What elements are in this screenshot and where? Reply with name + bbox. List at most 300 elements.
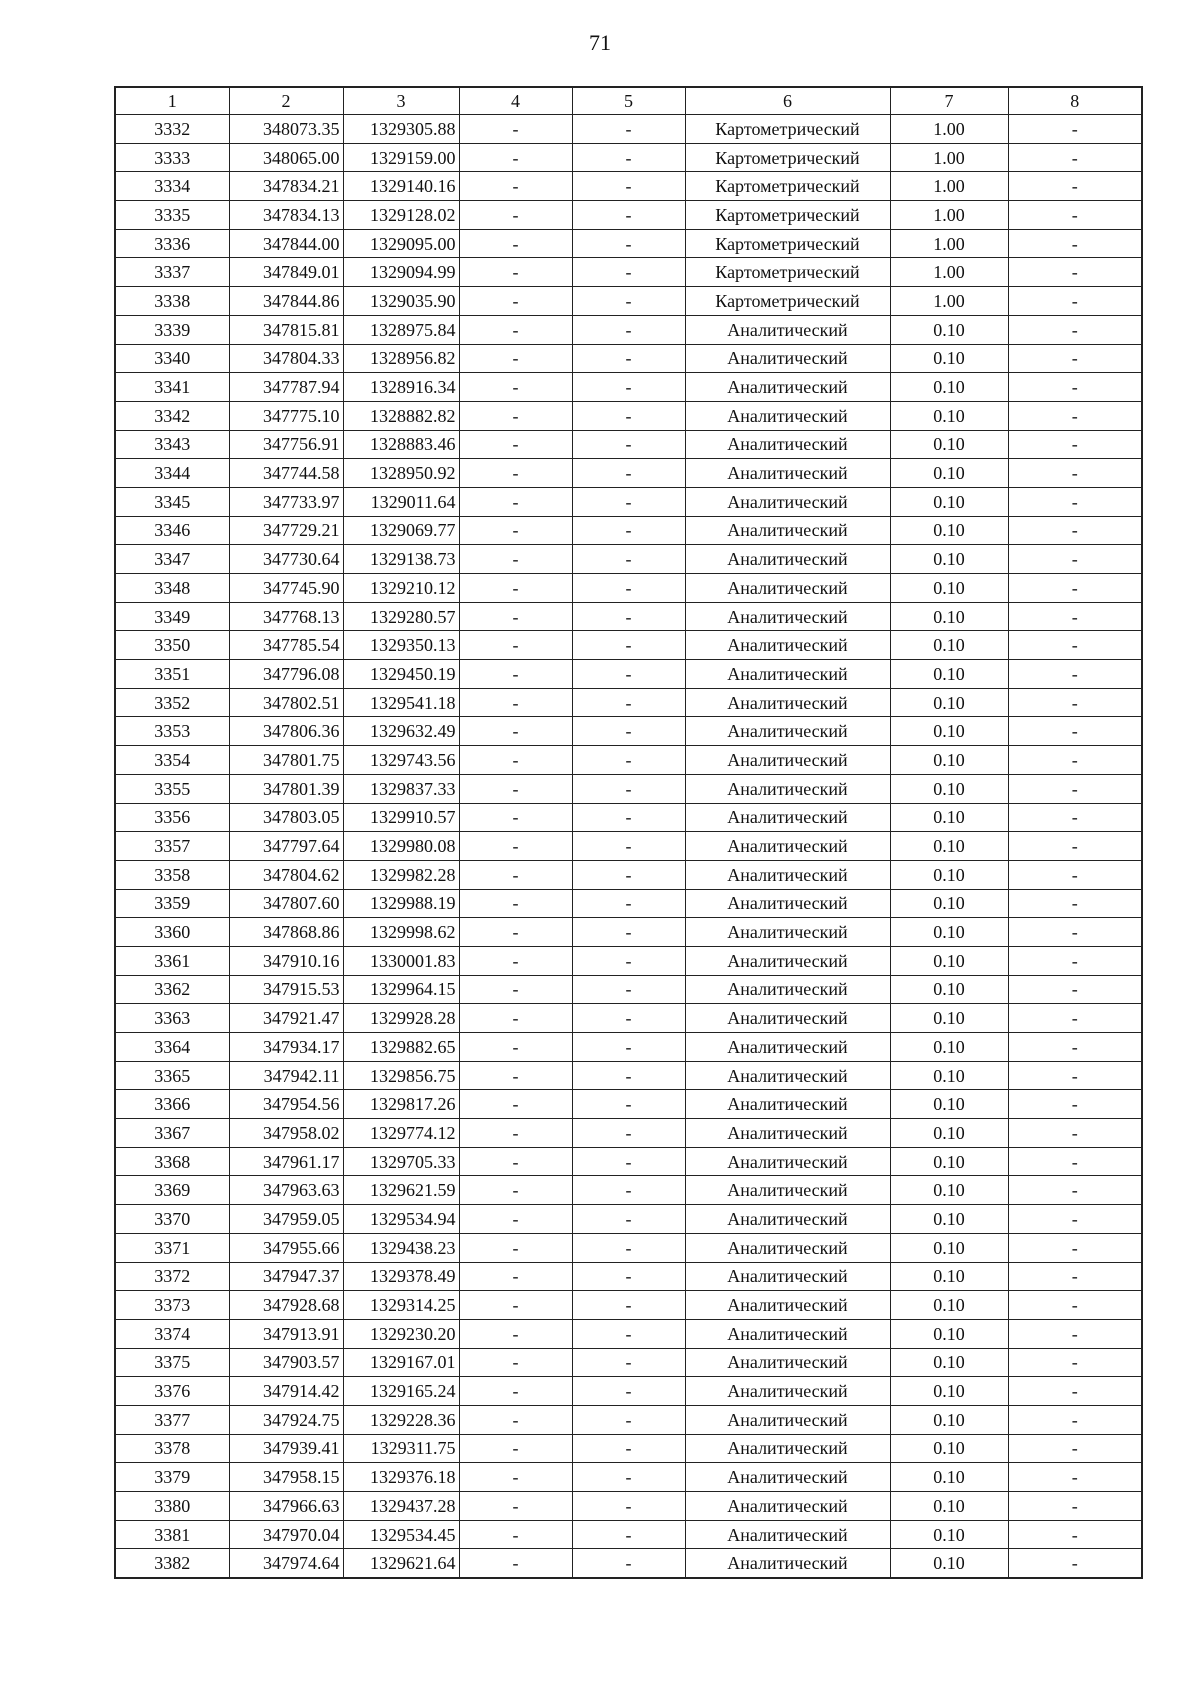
table-cell: 1329541.18	[343, 688, 459, 717]
table-cell: Аналитический	[685, 946, 890, 975]
table-row	[115, 143, 1142, 172]
table-cell: -	[459, 717, 572, 746]
table-row	[115, 1004, 1142, 1033]
table-cell: 3357	[115, 832, 229, 861]
table-cell: 3332	[115, 115, 229, 144]
table-cell: 0.10	[890, 1004, 1008, 1033]
table-cell: 3375	[115, 1348, 229, 1377]
table-cell: -	[1008, 803, 1142, 832]
table-cell: Аналитический	[685, 717, 890, 746]
table-cell: 0.10	[890, 1119, 1008, 1148]
table-cell: -	[572, 315, 685, 344]
table-cell: 1328883.46	[343, 430, 459, 459]
table-cell: -	[459, 889, 572, 918]
table-cell: 0.10	[890, 889, 1008, 918]
table-row	[115, 1405, 1142, 1434]
table-cell: -	[1008, 1119, 1142, 1148]
table-cell: 3382	[115, 1549, 229, 1578]
table-cell: 1329928.28	[343, 1004, 459, 1033]
table-cell: 0.10	[890, 946, 1008, 975]
table-cell: -	[459, 201, 572, 230]
table-cell: 3370	[115, 1205, 229, 1234]
table-cell: -	[459, 344, 572, 373]
table-cell: -	[459, 287, 572, 316]
table-cell: 1329982.28	[343, 860, 459, 889]
table-cell: Картометрический	[685, 143, 890, 172]
table-cell: Аналитический	[685, 1176, 890, 1205]
table-cell: 0.10	[890, 574, 1008, 603]
table-cell: 0.10	[890, 430, 1008, 459]
table-cell: -	[1008, 172, 1142, 201]
table-cell: -	[1008, 344, 1142, 373]
table-cell: Аналитический	[685, 746, 890, 775]
table-cell: Аналитический	[685, 344, 890, 373]
table-cell: 1329378.49	[343, 1262, 459, 1291]
table-cell: 347815.81	[229, 315, 343, 344]
table-cell: 347834.21	[229, 172, 343, 201]
table-cell: 3341	[115, 373, 229, 402]
table-cell: Аналитический	[685, 602, 890, 631]
table-cell: 347775.10	[229, 401, 343, 430]
table-cell: 0.10	[890, 803, 1008, 832]
table-cell: -	[1008, 1033, 1142, 1062]
table-cell: 3378	[115, 1434, 229, 1463]
table-cell: 348065.00	[229, 143, 343, 172]
table-cell: 347796.08	[229, 660, 343, 689]
table-cell: 347974.64	[229, 1549, 343, 1578]
table-cell: Аналитический	[685, 1434, 890, 1463]
table-cell: 1329210.12	[343, 574, 459, 603]
table-row	[115, 1492, 1142, 1521]
table-cell: 1329138.73	[343, 545, 459, 574]
table-cell: 3350	[115, 631, 229, 660]
table-cell: Аналитический	[685, 889, 890, 918]
table-cell: -	[572, 1434, 685, 1463]
table-cell: Аналитический	[685, 774, 890, 803]
table-cell: -	[459, 1147, 572, 1176]
table-cell: Аналитический	[685, 1262, 890, 1291]
table-cell: -	[1008, 1147, 1142, 1176]
table-cell: -	[1008, 487, 1142, 516]
table-cell: -	[459, 1520, 572, 1549]
table-cell: Аналитический	[685, 1291, 890, 1320]
table-cell: 347733.97	[229, 487, 343, 516]
table-cell: 1329314.25	[343, 1291, 459, 1320]
table-cell: -	[572, 660, 685, 689]
table-cell: Аналитический	[685, 1319, 890, 1348]
table-cell: Аналитический	[685, 660, 890, 689]
column-header: 8	[1008, 87, 1142, 115]
table-cell: -	[459, 1434, 572, 1463]
table-row	[115, 201, 1142, 230]
table-cell: 3335	[115, 201, 229, 230]
table-cell: 3338	[115, 287, 229, 316]
table-cell: -	[572, 1233, 685, 1262]
table-cell: 347801.75	[229, 746, 343, 775]
table-cell: 3343	[115, 430, 229, 459]
table-cell: 1.00	[890, 143, 1008, 172]
table-cell: -	[572, 115, 685, 144]
table-cell: 0.10	[890, 746, 1008, 775]
table-cell: Аналитический	[685, 1033, 890, 1062]
table-cell: 0.10	[890, 1176, 1008, 1205]
table-cell: 347954.56	[229, 1090, 343, 1119]
table-cell: -	[459, 258, 572, 287]
table-cell: 1.00	[890, 172, 1008, 201]
table-cell: -	[459, 746, 572, 775]
table-cell: Аналитический	[685, 688, 890, 717]
table-cell: 1.00	[890, 287, 1008, 316]
table-cell: -	[459, 1176, 572, 1205]
table-cell: 1329632.49	[343, 717, 459, 746]
table-cell: 3379	[115, 1463, 229, 1492]
table-cell: -	[459, 946, 572, 975]
table-cell: -	[572, 1520, 685, 1549]
table-cell: -	[1008, 774, 1142, 803]
table-cell: 1.00	[890, 229, 1008, 258]
table-cell: -	[1008, 1405, 1142, 1434]
table-cell: 347963.63	[229, 1176, 343, 1205]
table-row	[115, 889, 1142, 918]
table-cell: Аналитический	[685, 1004, 890, 1033]
table-cell: -	[572, 602, 685, 631]
table-cell: Аналитический	[685, 1119, 890, 1148]
table-cell: 3355	[115, 774, 229, 803]
table-cell: 347928.68	[229, 1291, 343, 1320]
table-cell: 347970.04	[229, 1520, 343, 1549]
table-cell: -	[1008, 602, 1142, 631]
table-cell: -	[459, 1262, 572, 1291]
table-cell: -	[459, 430, 572, 459]
table-cell: -	[459, 1205, 572, 1234]
table-cell: 0.10	[890, 975, 1008, 1004]
table-cell: -	[459, 487, 572, 516]
table-cell: 3334	[115, 172, 229, 201]
table-cell: -	[572, 1463, 685, 1492]
table-cell: -	[459, 1061, 572, 1090]
table-cell: 347914.42	[229, 1377, 343, 1406]
table-cell: -	[572, 574, 685, 603]
table-cell: 347797.64	[229, 832, 343, 861]
table-cell: 3365	[115, 1061, 229, 1090]
table-cell: -	[459, 1291, 572, 1320]
table-cell: 0.10	[890, 1205, 1008, 1234]
table-cell: 3342	[115, 401, 229, 430]
table-cell: -	[459, 803, 572, 832]
table-cell: -	[1008, 115, 1142, 144]
table-cell: -	[572, 860, 685, 889]
table-cell: Аналитический	[685, 545, 890, 574]
table-cell: 3377	[115, 1405, 229, 1434]
table-cell: 347934.17	[229, 1033, 343, 1062]
table-cell: Аналитический	[685, 1233, 890, 1262]
table-cell: 1329280.57	[343, 602, 459, 631]
table-cell: 1329035.90	[343, 287, 459, 316]
table-cell: Аналитический	[685, 832, 890, 861]
table-row	[115, 258, 1142, 287]
table-cell: -	[1008, 459, 1142, 488]
table-cell: -	[1008, 1004, 1142, 1033]
table-cell: -	[459, 143, 572, 172]
table-cell: 3340	[115, 344, 229, 373]
table-cell: -	[572, 746, 685, 775]
table-row	[115, 832, 1142, 861]
table-cell: 0.10	[890, 1434, 1008, 1463]
table-row	[115, 1176, 1142, 1205]
table-cell: -	[1008, 1176, 1142, 1205]
table-cell: 347947.37	[229, 1262, 343, 1291]
table-cell: -	[459, 401, 572, 430]
table-cell: -	[1008, 1520, 1142, 1549]
table-cell: 1329964.15	[343, 975, 459, 1004]
table-cell: 347804.62	[229, 860, 343, 889]
table-cell: 0.10	[890, 688, 1008, 717]
table-cell: -	[1008, 746, 1142, 775]
table-cell: -	[1008, 1549, 1142, 1578]
table-cell: Аналитический	[685, 1061, 890, 1090]
table-row	[115, 1549, 1142, 1578]
table-cell: -	[1008, 717, 1142, 746]
table-cell: -	[572, 946, 685, 975]
table-cell: -	[572, 1033, 685, 1062]
table-cell: 3337	[115, 258, 229, 287]
table-cell: 1329534.94	[343, 1205, 459, 1234]
table-cell: -	[1008, 1090, 1142, 1119]
table-cell: 1.00	[890, 115, 1008, 144]
table-cell: -	[1008, 401, 1142, 430]
table-cell: 0.10	[890, 860, 1008, 889]
table-cell: -	[572, 1119, 685, 1148]
table-cell: Картометрический	[685, 172, 890, 201]
table-cell: 1329774.12	[343, 1119, 459, 1148]
table-cell: 3361	[115, 946, 229, 975]
table-cell: 3368	[115, 1147, 229, 1176]
table-cell: 1.00	[890, 258, 1008, 287]
column-header: 1	[115, 87, 229, 115]
table-header-row	[115, 87, 1142, 115]
table-cell: -	[1008, 258, 1142, 287]
table-cell: -	[459, 1463, 572, 1492]
table-cell: -	[572, 201, 685, 230]
table-cell: 347849.01	[229, 258, 343, 287]
table-cell: 347787.94	[229, 373, 343, 402]
table-cell: 3348	[115, 574, 229, 603]
table-cell: 347834.13	[229, 201, 343, 230]
table-row	[115, 1119, 1142, 1148]
table-row	[115, 1520, 1142, 1549]
table-cell: Аналитический	[685, 516, 890, 545]
table-row	[115, 1262, 1142, 1291]
table-cell: 3353	[115, 717, 229, 746]
table-cell: 1329167.01	[343, 1348, 459, 1377]
table-cell: -	[572, 172, 685, 201]
table-cell: -	[459, 860, 572, 889]
table-cell: 1329159.00	[343, 143, 459, 172]
table-cell: 347744.58	[229, 459, 343, 488]
table-row	[115, 516, 1142, 545]
table-cell: -	[572, 688, 685, 717]
table-cell: -	[459, 774, 572, 803]
table-cell: 0.10	[890, 1319, 1008, 1348]
table-cell: 3364	[115, 1033, 229, 1062]
table-cell: 1329350.13	[343, 631, 459, 660]
table-cell: Аналитический	[685, 975, 890, 1004]
table-cell: 1329140.16	[343, 172, 459, 201]
table-cell: 3369	[115, 1176, 229, 1205]
table-row	[115, 1061, 1142, 1090]
table-cell: 0.10	[890, 1233, 1008, 1262]
table-cell: 347745.90	[229, 574, 343, 603]
table-cell: Аналитический	[685, 373, 890, 402]
table-body	[115, 115, 1142, 1579]
table-cell: 347915.53	[229, 975, 343, 1004]
table-cell: 0.10	[890, 1291, 1008, 1320]
table-cell: 1329376.18	[343, 1463, 459, 1492]
table-cell: Картометрический	[685, 229, 890, 258]
table-cell: 1329998.62	[343, 918, 459, 947]
table-cell: 0.10	[890, 315, 1008, 344]
table-cell: 347802.51	[229, 688, 343, 717]
table-cell: 0.10	[890, 631, 1008, 660]
table-cell: 0.10	[890, 1492, 1008, 1521]
table-cell: 3376	[115, 1377, 229, 1406]
table-cell: -	[1008, 889, 1142, 918]
table-cell: 3373	[115, 1291, 229, 1320]
table-cell: -	[572, 430, 685, 459]
table-cell: 1329228.36	[343, 1405, 459, 1434]
table-cell: 348073.35	[229, 115, 343, 144]
table-cell: -	[459, 1405, 572, 1434]
table-cell: 347868.86	[229, 918, 343, 947]
table-cell: 1329988.19	[343, 889, 459, 918]
table-cell: 0.10	[890, 832, 1008, 861]
table-cell: -	[1008, 946, 1142, 975]
table-cell: 1328950.92	[343, 459, 459, 488]
table-cell: -	[1008, 373, 1142, 402]
table-cell: -	[572, 1061, 685, 1090]
table-cell: -	[572, 516, 685, 545]
table-cell: 0.10	[890, 1549, 1008, 1578]
table-cell: 347921.47	[229, 1004, 343, 1033]
table-cell: -	[572, 631, 685, 660]
table-cell: -	[1008, 315, 1142, 344]
table-cell: 1329980.08	[343, 832, 459, 861]
table-cell: -	[1008, 1348, 1142, 1377]
table-cell: 3371	[115, 1233, 229, 1262]
table-cell: 0.10	[890, 1377, 1008, 1406]
table-row	[115, 1205, 1142, 1234]
table-cell: 1329230.20	[343, 1319, 459, 1348]
coordinates-table	[114, 86, 1143, 1579]
table-row	[115, 373, 1142, 402]
table-row	[115, 545, 1142, 574]
table-cell: 3336	[115, 229, 229, 258]
table-cell: 0.10	[890, 344, 1008, 373]
table-cell: 1328882.82	[343, 401, 459, 430]
table-cell: 1329069.77	[343, 516, 459, 545]
table-cell: 0.10	[890, 1061, 1008, 1090]
table-cell: -	[572, 229, 685, 258]
table-cell: 0.10	[890, 545, 1008, 574]
table-cell: 3360	[115, 918, 229, 947]
table-cell: 347942.11	[229, 1061, 343, 1090]
table-cell: 1328916.34	[343, 373, 459, 402]
table-cell: 1.00	[890, 201, 1008, 230]
table-cell: 3366	[115, 1090, 229, 1119]
table-cell: -	[572, 344, 685, 373]
table-row	[115, 1377, 1142, 1406]
table-cell: 3351	[115, 660, 229, 689]
table-cell: 1329165.24	[343, 1377, 459, 1406]
table-cell: 347939.41	[229, 1434, 343, 1463]
table-cell: 3359	[115, 889, 229, 918]
table-row	[115, 315, 1142, 344]
table-row	[115, 401, 1142, 430]
table-cell: -	[459, 229, 572, 258]
table-cell: 1329534.45	[343, 1520, 459, 1549]
table-cell: 3358	[115, 860, 229, 889]
table-cell: 3352	[115, 688, 229, 717]
table-cell: 3339	[115, 315, 229, 344]
table-cell: -	[459, 918, 572, 947]
table-cell: 0.10	[890, 487, 1008, 516]
table-cell: 1329882.65	[343, 1033, 459, 1062]
table-cell: 1329095.00	[343, 229, 459, 258]
table-cell: 3345	[115, 487, 229, 516]
table-cell: -	[1008, 832, 1142, 861]
table-cell: Аналитический	[685, 1090, 890, 1119]
table-cell: Аналитический	[685, 1205, 890, 1234]
table-cell: -	[459, 373, 572, 402]
table-cell: 1329437.28	[343, 1492, 459, 1521]
table-row	[115, 774, 1142, 803]
table-cell: -	[1008, 975, 1142, 1004]
table-cell: -	[572, 889, 685, 918]
table-row	[115, 660, 1142, 689]
table-cell: 0.10	[890, 1405, 1008, 1434]
table-cell: Аналитический	[685, 1377, 890, 1406]
table-cell: -	[572, 1319, 685, 1348]
table-cell: -	[1008, 574, 1142, 603]
table-row	[115, 1348, 1142, 1377]
table-cell: -	[572, 1004, 685, 1033]
table-row	[115, 229, 1142, 258]
page-number: 71	[589, 30, 611, 55]
table-cell: Картометрический	[685, 287, 890, 316]
table-cell: -	[1008, 1319, 1142, 1348]
table-cell: 347803.05	[229, 803, 343, 832]
table-cell: -	[1008, 1061, 1142, 1090]
table-cell: -	[572, 143, 685, 172]
table-row	[115, 975, 1142, 1004]
table-cell: 1329817.26	[343, 1090, 459, 1119]
table-row	[115, 1033, 1142, 1062]
table-cell: -	[459, 975, 572, 1004]
table-cell: 0.10	[890, 1033, 1008, 1062]
table-cell: 0.10	[890, 717, 1008, 746]
table-cell: Аналитический	[685, 401, 890, 430]
column-header: 4	[459, 87, 572, 115]
table-cell: 347961.17	[229, 1147, 343, 1176]
table-cell: 3346	[115, 516, 229, 545]
table-cell: 0.10	[890, 1147, 1008, 1176]
table-cell: 347958.15	[229, 1463, 343, 1492]
table-cell: -	[1008, 688, 1142, 717]
table-cell: Аналитический	[685, 459, 890, 488]
table-cell: 347903.57	[229, 1348, 343, 1377]
table-row	[115, 918, 1142, 947]
table-cell: -	[572, 1492, 685, 1521]
